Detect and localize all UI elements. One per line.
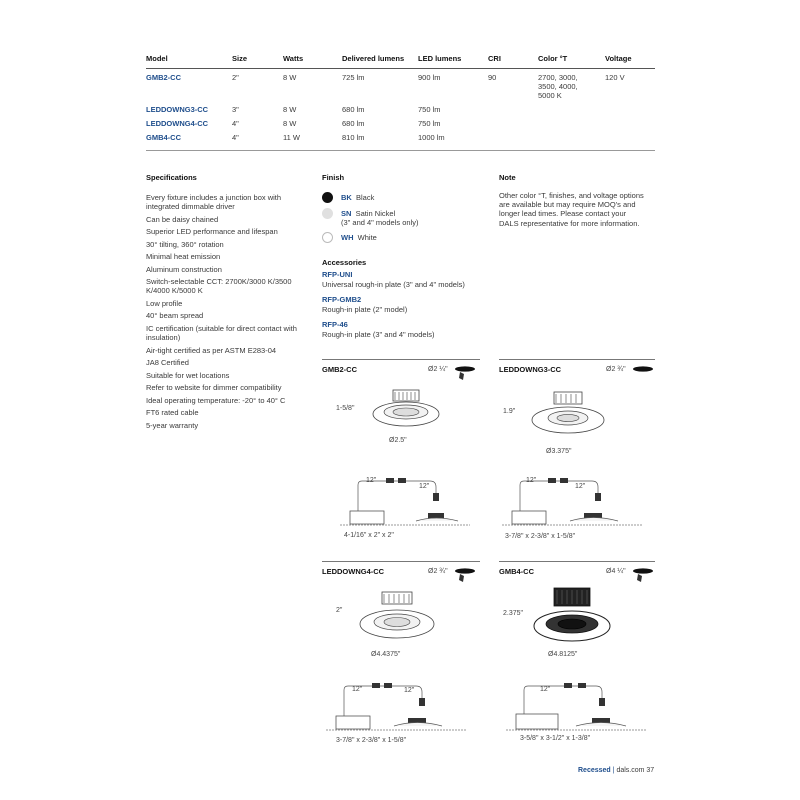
spec-item: Aluminum construction: [146, 264, 222, 274]
fixture-drawing: [528, 390, 608, 438]
panel-top-rule: [322, 561, 480, 562]
spec-item: IC certification (suitable for direct contact with insulation): [146, 323, 297, 343]
diameter-label: Ø2.5": [389, 437, 407, 444]
accessory-desc: Rough-in plate (2" model): [322, 305, 408, 314]
height-label: 2": [336, 607, 343, 614]
spec-item: Air-tight certified as per ASTM E283-04: [146, 345, 277, 355]
height-label: 2.375": [503, 610, 524, 617]
col-header: Watts: [283, 52, 342, 69]
cell-cri: [488, 115, 538, 129]
table-header-row: [146, 52, 655, 69]
cutout-label: Ø4 ¼": [606, 568, 626, 575]
box-dimensions-label: 3-5/8" x 3-1/2" x 1-3/8": [520, 735, 591, 742]
diameter-label: Ø3.375": [546, 448, 572, 455]
finish-swatch-black: [322, 192, 333, 203]
diameter-label: Ø4.8125": [548, 651, 578, 658]
cutout-icon: [630, 365, 656, 379]
col-header: Size: [232, 52, 283, 69]
finish-code: SN: [341, 209, 352, 218]
cell-cri: [488, 129, 538, 143]
cell-color: [538, 101, 605, 115]
junction-box-drawing: [502, 475, 642, 537]
finish-name: Satin Nickel: [355, 209, 396, 218]
finish-code: WH: [341, 233, 354, 242]
junction-box-drawing: [326, 680, 466, 742]
col-header: Delivered lumens: [342, 52, 418, 69]
finish-code: BK: [341, 193, 352, 202]
diameter-label: Ø4.4375": [371, 651, 401, 658]
footer-site: dals.com: [616, 767, 645, 774]
junction-box-drawing: [340, 475, 470, 535]
cell-color: [538, 129, 605, 143]
table-row: [146, 69, 655, 102]
cable-length-label: 12": [419, 483, 430, 490]
panel-title: LEDDOWNG4-CC: [322, 567, 385, 576]
finish-swatch-white: [322, 232, 333, 243]
cell-watts: 8 W: [283, 105, 297, 114]
cell-watts: 8 W: [283, 73, 297, 82]
panel-top-rule: [499, 561, 655, 562]
col-header: Color °T: [538, 52, 605, 69]
spec-item: Every fixture includes a junction box with integrated dimmable driver: [146, 193, 282, 212]
cutout-icon: [452, 365, 478, 383]
cell-size: 3": [232, 105, 239, 114]
finish-item-wh: [341, 233, 377, 242]
footer-page-number: 37: [646, 767, 655, 774]
accessories-heading: Accessories: [322, 258, 367, 267]
cell-led: 900 lm: [418, 73, 441, 82]
spec-item: Refer to website for dimmer compatibility: [146, 383, 282, 393]
spec-item: Minimal heat emission: [146, 252, 221, 262]
cable-length-label: 12": [575, 483, 586, 490]
footer-section: Recessed: [578, 767, 611, 774]
spec-table: [146, 52, 655, 143]
finish-note: (3" and 4" models only): [341, 218, 419, 227]
panel-top-rule: [499, 359, 655, 360]
cell-size: 4": [232, 119, 239, 128]
col-header: Model: [146, 52, 232, 69]
cell-watts: 11 W: [283, 133, 300, 142]
spec-item: Low profile: [146, 298, 183, 308]
col-header: LED lumens: [418, 52, 488, 69]
fixture-drawing: [368, 386, 444, 432]
cable-length-label: 12": [404, 687, 415, 694]
cell-led: 750 lm: [418, 105, 441, 114]
spec-item: Suitable for wet locations: [146, 370, 230, 380]
cell-cri: 90: [488, 73, 497, 82]
cutout-icon: [452, 567, 478, 585]
spec-item: FT6 rated cable: [146, 408, 199, 418]
cell-delivered: 725 lm: [342, 73, 365, 82]
spec-item: Superior LED performance and lifespan: [146, 227, 278, 237]
box-dimensions-label: 4-1/16" x 2" x 2": [344, 532, 394, 539]
panel-title: GMB2-CC: [322, 365, 357, 374]
cutout-icon: [630, 567, 656, 585]
accessory-code: RFP-UNI: [322, 270, 353, 279]
spec-item: 40° beam spread: [146, 311, 204, 321]
cell-voltage: [605, 101, 655, 115]
spec-item: Ideal operating temperature: -20° to 40° C: [146, 395, 286, 405]
cable-length-label: 12": [352, 686, 363, 693]
cell-led: 750 lm: [418, 119, 441, 128]
finish-name: White: [357, 233, 377, 242]
cable-length-label: 12": [526, 477, 537, 484]
cell-voltage: 120 V: [605, 73, 625, 82]
spec-item: 5-year warranty: [146, 420, 199, 430]
spec-item: Can be daisy chained: [146, 214, 219, 224]
box-dimensions-label: 3-7/8" x 2-3/8" x 1-5/8": [505, 533, 576, 540]
note-text: Other color °T, finishes, and voltage options are available but may require MOQ's and longer lead times. Please contact your DALS representative for more information.: [499, 191, 644, 228]
cutout-label: Ø2 ¾": [428, 568, 448, 575]
col-header: CRI: [488, 52, 538, 69]
fixture-drawing: [530, 586, 614, 648]
height-label: 1.9": [503, 408, 516, 415]
panel-title: LEDDOWNG3-CC: [499, 365, 562, 374]
specifications-list: [146, 193, 306, 433]
cell-color: [538, 115, 605, 129]
accessory-desc: Universal rough-in plate (3" and 4" models): [322, 280, 465, 289]
spec-item: JA8 Certified: [146, 358, 189, 368]
cell-voltage: [605, 115, 655, 129]
box-dimensions-label: 3-7/8" x 2-3/8" x 1-5/8": [336, 737, 407, 744]
table-row: [146, 115, 655, 129]
note-heading: Note: [499, 173, 516, 182]
cell-led: 1000 lm: [418, 133, 445, 142]
spec-item: 30° tilting, 360° rotation: [146, 239, 224, 249]
page-footer: [578, 767, 654, 774]
accessory-desc: Rough-in plate (3" and 4" models): [322, 330, 435, 339]
table-row: [146, 101, 655, 115]
cable-length-label: 12": [366, 477, 377, 484]
cell-watts: 8 W: [283, 119, 297, 128]
fixture-drawing: [356, 590, 438, 642]
cable-length-label: 12": [540, 686, 551, 693]
col-header: Voltage: [605, 52, 655, 69]
finish-item-bk: [341, 193, 374, 202]
accessory-code: RFP-GMB2: [322, 295, 362, 304]
finish-name: Black: [356, 193, 375, 202]
accessory-code: RFP-46: [322, 320, 348, 329]
cell-delivered: 810 lm: [342, 133, 365, 142]
height-label: 1-5/8": [336, 405, 355, 412]
cell-model: LEDDOWNG4-CC: [146, 119, 209, 128]
cell-size: 4": [232, 133, 239, 142]
table-row: [146, 129, 655, 143]
panel-title: GMB4-CC: [499, 567, 534, 576]
junction-box-drawing: [506, 680, 646, 742]
cell-size: 2": [232, 73, 239, 82]
cutout-label: Ø2 ¾": [606, 366, 626, 373]
panel-top-rule: [322, 359, 480, 360]
footer-separator: |: [612, 767, 615, 774]
cell-model: GMB2-CC: [146, 73, 181, 82]
specifications-heading: Specifications: [146, 173, 197, 182]
cell-voltage: [605, 129, 655, 143]
cell-delivered: 680 lm: [342, 119, 365, 128]
spec-item: Switch-selectable CCT: 2700K/3000 K/3500 K/4000 K/5000 K: [146, 277, 292, 296]
finish-item-sn: [341, 209, 395, 218]
cell-color: 2700, 3000, 3500, 4000, 5000 K: [538, 73, 578, 100]
finish-heading: Finish: [322, 173, 345, 182]
cell-delivered: 680 lm: [342, 105, 365, 114]
cutout-label: Ø2 ¼": [428, 366, 448, 373]
finish-swatch-satin-nickel: [322, 208, 333, 219]
cell-model: GMB4-CC: [146, 133, 181, 142]
cell-model: LEDDOWNG3-CC: [146, 105, 209, 114]
cell-cri: [488, 101, 538, 115]
table-bottom-rule: [146, 150, 655, 151]
